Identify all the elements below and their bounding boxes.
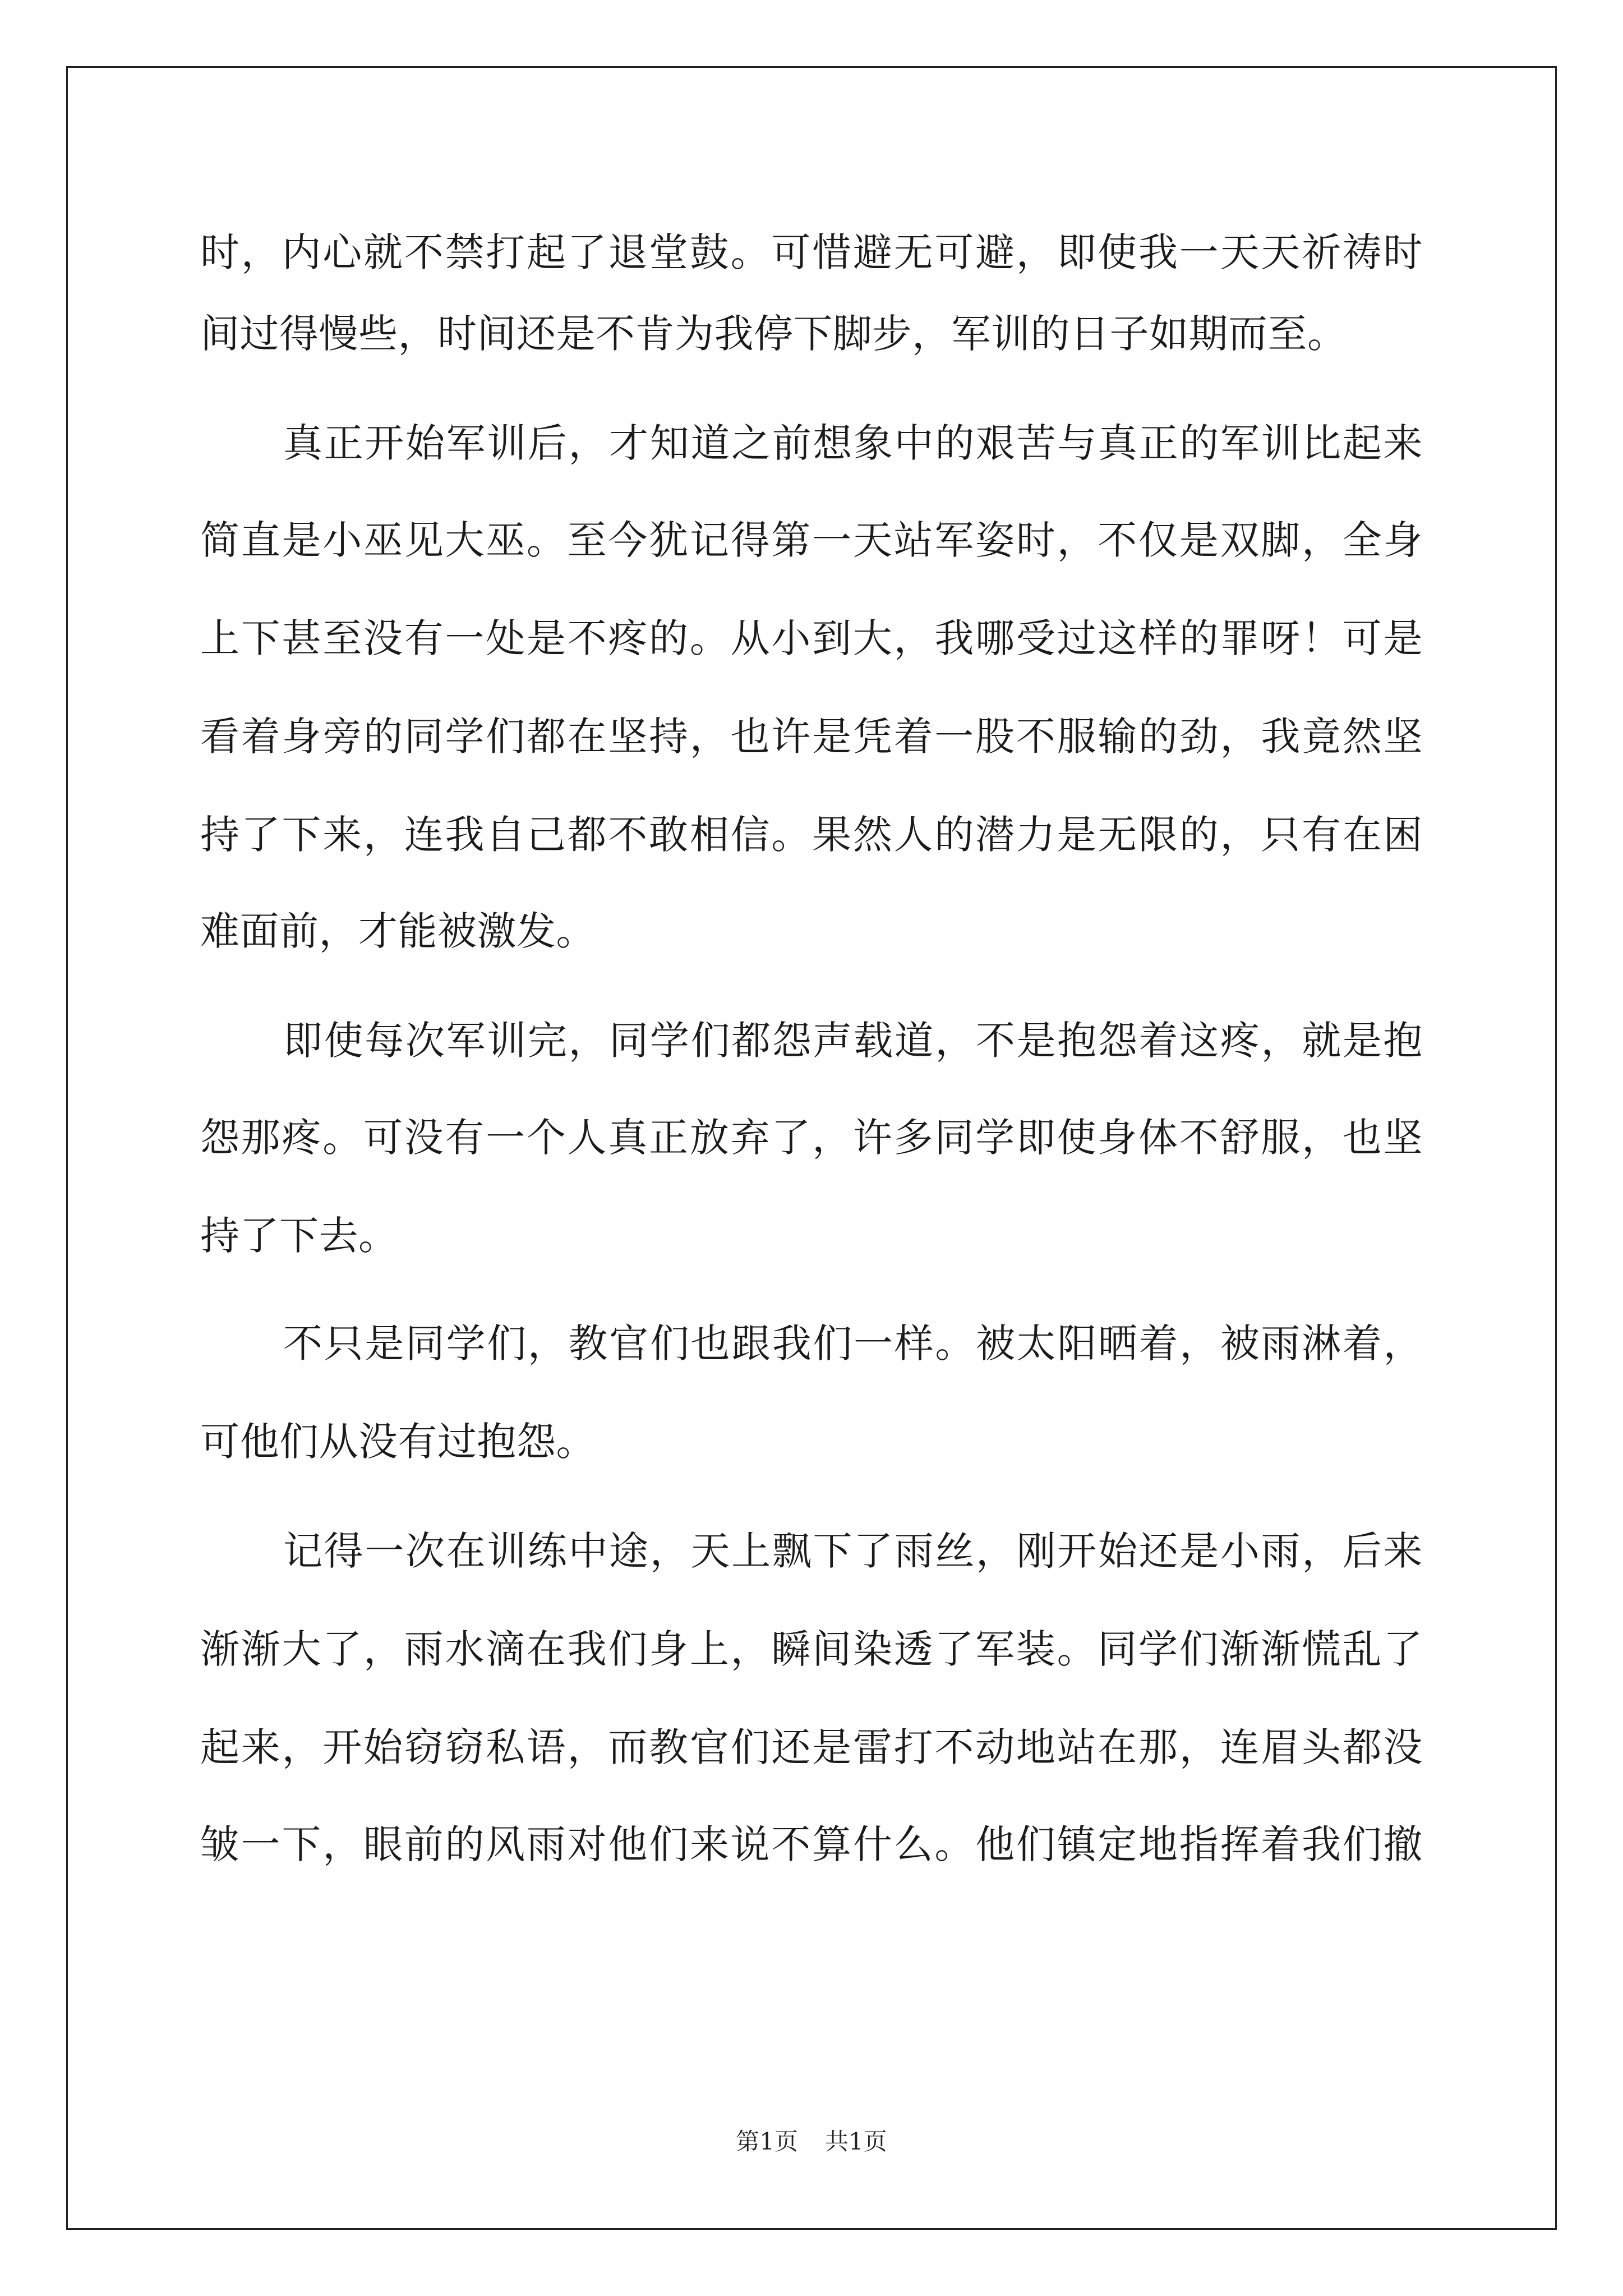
- text-line: 渐渐大了，雨水滴在我们身上，瞬间染透了军装。同学们渐渐慌乱了: [200, 1626, 1423, 1672]
- text-line: 皱一下，眼前的风雨对他们来说不算什么。他们镇定地指挥着我们撤: [200, 1821, 1423, 1867]
- paragraph-first-line: 不只是同学们，教官们也跟我们一样。被太阳晒着，被雨淋着，: [283, 1320, 1423, 1366]
- text-line: 看着身旁的同学们都在坚持，也许是凭着一股不服输的劲，我竟然坚: [200, 714, 1423, 760]
- paragraph-first-line: 即使每次军训完，同学们都怨声载道，不是抱怨着这疼，就是抱: [283, 1018, 1423, 1064]
- text-line: 怨那疼。可没有一个人真正放弃了，许多同学即使身体不舒服，也坚: [200, 1115, 1423, 1161]
- page-footer: [0, 2125, 1623, 2159]
- text-line: 简直是小巫见大巫。至今犹记得第一天站军姿时，不仅是双脚，全身: [200, 517, 1423, 563]
- page-total: 共1页: [825, 2128, 887, 2155]
- text-line: 时，内心就不禁打起了退堂鼓。可惜避无可避，即使我一天天祈祷时: [200, 229, 1423, 275]
- text-line: 上下甚至没有一处是不疼的。从小到大，我哪受过这样的罪呀！可是: [200, 615, 1423, 661]
- text-line: 持了下来，连我自己都不敢相信。果然人的潜力是无限的，只有在困: [200, 812, 1423, 858]
- text-line: 可他们从没有过抱怨。: [200, 1419, 596, 1465]
- text-line: 难面前，才能被激发。: [200, 908, 596, 954]
- text-line: 起来，开始窃窃私语，而教官们还是雷打不动地站在那，连眉头都没: [200, 1724, 1423, 1770]
- text-line: 持了下去。: [200, 1213, 398, 1259]
- text-line: 间过得慢些，时间还是不肯为我停下脚步，军训的日子如期而至。: [200, 311, 1347, 357]
- page-number: 第1页: [736, 2128, 798, 2155]
- paragraph-first-line: 真正开始军训后，才知道之前想象中的艰苦与真正的军训比起来: [283, 420, 1423, 466]
- paragraph-first-line: 记得一次在训练中途，天上飘下了雨丝，刚开始还是小雨，后来: [283, 1528, 1423, 1574]
